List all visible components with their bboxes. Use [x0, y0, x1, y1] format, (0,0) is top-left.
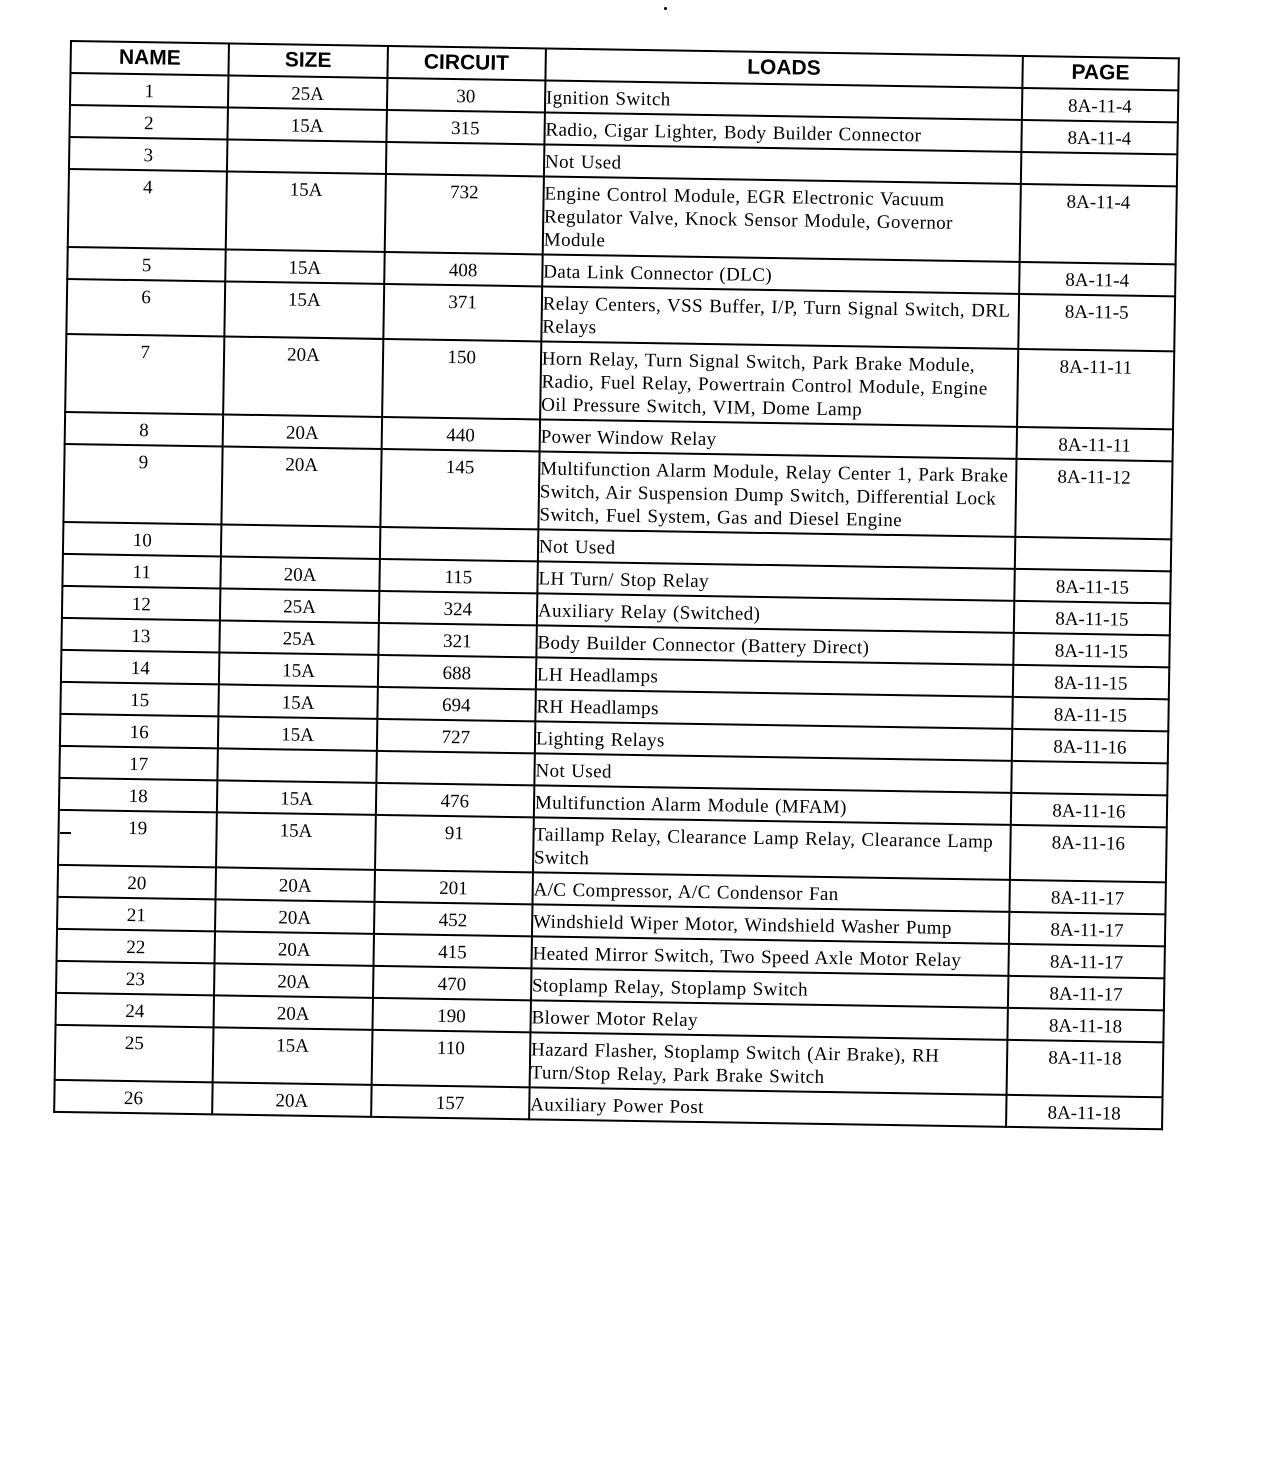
- cell-size: [218, 748, 377, 782]
- cell-size: 25A: [220, 620, 379, 654]
- cell-circuit: 452: [374, 902, 533, 936]
- cell-name: 11: [62, 554, 221, 588]
- cell-page: 8A-11-15: [1013, 633, 1170, 667]
- cell-circuit: 470: [373, 966, 532, 1000]
- cell-size: 15A: [225, 281, 384, 338]
- cell-size: 20A: [223, 336, 382, 416]
- cell-name: 16: [60, 714, 219, 748]
- cell-circuit: 688: [377, 655, 536, 689]
- cell-name: 2: [69, 105, 228, 139]
- cell-loads: Power Window Relay: [539, 419, 1016, 458]
- cell-name: 6: [66, 279, 225, 336]
- cell-circuit: 115: [379, 559, 538, 593]
- fuse-table-wrapper: [53, 40, 1180, 1130]
- cell-size: 15A: [226, 249, 385, 283]
- cell-name: 18: [59, 778, 218, 812]
- cell-circuit: 30: [387, 78, 546, 112]
- fuse-table: [53, 40, 1180, 1130]
- cell-name: 14: [61, 650, 220, 684]
- cell-page: 8A-11-16: [1012, 729, 1169, 763]
- cell-name: 7: [65, 334, 224, 414]
- cell-loads: Hazard Flasher, Stoplamp Switch (Air Brake), RH Turn/Stop Relay, Park Brake Switch: [529, 1032, 1007, 1094]
- cell-name: 25: [55, 1025, 214, 1082]
- cell-loads: Taillamp Relay, Clearance Lamp Relay, Clearance Lamp Switch: [533, 817, 1011, 879]
- cell-loads: Lighting Relays: [535, 721, 1012, 760]
- cell-circuit: 408: [384, 252, 543, 286]
- scan-speck: [664, 7, 667, 10]
- cell-loads: LH Turn/ Stop Relay: [537, 561, 1014, 600]
- cell-size: 20A: [214, 963, 373, 997]
- cell-circuit: 371: [383, 284, 542, 341]
- header-size: SIZE: [229, 44, 388, 78]
- cell-loads: A/C Compressor, A/C Condensor Fan: [532, 872, 1009, 911]
- cell-page: 8A-11-17: [1009, 912, 1166, 946]
- cell-size: 15A: [226, 171, 385, 251]
- cell-page: 8A-11-18: [1007, 1008, 1164, 1042]
- cell-circuit: [385, 142, 544, 176]
- cell-loads: Stoplamp Relay, Stoplamp Switch: [531, 968, 1008, 1007]
- cell-name: 21: [57, 897, 216, 931]
- cell-loads: Blower Motor Relay: [530, 1000, 1007, 1039]
- cell-name: 1: [70, 73, 229, 107]
- cell-name: 3: [69, 137, 228, 171]
- cell-page: 8A-11-17: [1008, 944, 1165, 978]
- table-body: [54, 73, 1178, 1129]
- cell-circuit: 727: [376, 719, 535, 753]
- cell-page: [1015, 537, 1172, 571]
- cell-name: 22: [57, 929, 216, 963]
- cell-size: 20A: [223, 414, 382, 448]
- cell-loads: Relay Centers, VSS Buffer, I/P, Turn Signal Switch, DRL Relays: [541, 286, 1019, 348]
- cell-name: 26: [54, 1080, 213, 1114]
- cell-name: 9: [63, 444, 222, 524]
- cell-name: 8: [65, 412, 224, 446]
- cell-page: [1011, 761, 1168, 795]
- cell-size: 15A: [219, 652, 378, 686]
- cell-size: 20A: [216, 867, 375, 901]
- header-loads: LOADS: [545, 48, 1022, 87]
- cell-size: 20A: [212, 1082, 371, 1116]
- cell-name: 19: [58, 810, 217, 867]
- cell-page: [1021, 152, 1178, 186]
- cell-page: 8A-11-4: [1021, 120, 1178, 154]
- cell-circuit: 694: [377, 687, 536, 721]
- cell-circuit: 150: [382, 339, 541, 419]
- cell-loads: Engine Control Module, EGR Electronic Vacuum Regulator Valve, Knock Sensor Module, Governor Module: [543, 176, 1021, 261]
- cell-loads: Windshield Wiper Motor, Windshield Washer Pump: [532, 904, 1009, 943]
- cell-loads: Not Used: [534, 753, 1011, 792]
- cell-page: 8A-11-15: [1014, 601, 1171, 635]
- cell-loads: LH Headlamps: [536, 657, 1013, 696]
- cell-loads: Auxiliary Relay (Switched): [537, 593, 1014, 632]
- cell-size: 20A: [214, 995, 373, 1029]
- cell-size: 20A: [215, 899, 374, 933]
- cell-loads: Ignition Switch: [545, 80, 1022, 119]
- cell-page: 8A-11-16: [1010, 825, 1167, 882]
- cell-size: 15A: [219, 684, 378, 718]
- cell-name: 24: [56, 993, 215, 1027]
- cell-loads: Not Used: [538, 529, 1015, 568]
- header-name: NAME: [70, 41, 229, 75]
- cell-page: 8A-11-18: [1006, 1095, 1163, 1129]
- cell-circuit: 157: [371, 1085, 530, 1119]
- cell-size: 15A: [218, 716, 377, 750]
- cell-circuit: 321: [378, 623, 537, 657]
- cell-size: 25A: [220, 588, 379, 622]
- cell-page: 8A-11-4: [1022, 88, 1179, 122]
- cell-loads: Heated Mirror Switch, Two Speed Axle Motor Relay: [531, 936, 1008, 975]
- cell-loads: RH Headlamps: [535, 689, 1012, 728]
- cell-name: 12: [62, 586, 221, 620]
- cell-page: 8A-11-18: [1006, 1040, 1163, 1097]
- cell-name: 15: [60, 682, 219, 716]
- cell-size: [227, 139, 386, 173]
- cell-size: 15A: [216, 812, 375, 869]
- cell-loads: Multifunction Alarm Module (MFAM): [534, 785, 1011, 824]
- cell-name: 13: [61, 618, 220, 652]
- cell-circuit: 732: [384, 174, 543, 254]
- cell-circuit: 315: [386, 110, 545, 144]
- header-page: PAGE: [1022, 56, 1179, 90]
- cell-page: 8A-11-16: [1011, 793, 1168, 827]
- cell-page: 8A-11-15: [1012, 697, 1169, 731]
- cell-loads: Auxiliary Power Post: [529, 1087, 1006, 1126]
- cell-size: 20A: [221, 556, 380, 590]
- header-circuit: CIRCUIT: [387, 46, 546, 80]
- cell-loads: Radio, Cigar Lighter, Body Builder Connector: [544, 112, 1021, 151]
- cell-loads: Body Builder Connector (Battery Direct): [536, 625, 1013, 664]
- cell-size: 15A: [213, 1027, 372, 1084]
- cell-circuit: 190: [372, 998, 531, 1032]
- cell-name: 5: [67, 247, 226, 281]
- cell-loads: Not Used: [544, 144, 1021, 183]
- cell-size: 15A: [217, 780, 376, 814]
- cell-name: 20: [58, 865, 217, 899]
- cell-page: 8A-11-17: [1008, 976, 1165, 1010]
- cell-circuit: 201: [374, 870, 533, 904]
- cell-circuit: 145: [380, 449, 539, 529]
- cell-page: 8A-11-4: [1019, 184, 1176, 264]
- cell-circuit: [376, 751, 535, 785]
- cell-name: 4: [68, 169, 227, 249]
- cell-page: 8A-11-4: [1019, 262, 1176, 296]
- cell-size: 25A: [228, 75, 387, 109]
- cell-size: 15A: [228, 107, 387, 141]
- cell-page: 8A-11-11: [1017, 349, 1174, 429]
- cell-page: 8A-11-12: [1015, 459, 1172, 539]
- cell-circuit: 476: [375, 783, 534, 817]
- cell-size: [221, 524, 380, 558]
- cell-page: 8A-11-5: [1018, 294, 1175, 351]
- cell-circuit: 110: [371, 1030, 530, 1087]
- cell-page: 8A-11-15: [1013, 665, 1170, 699]
- cell-page: 8A-11-11: [1016, 427, 1173, 461]
- cell-loads: Multifunction Alarm Module, Relay Center 1, Park Brake Switch, Air Suspension Dump Switch, Differential Lock Switch, Fuel System, Gas and Diesel Engine: [538, 451, 1016, 536]
- cell-circuit: [379, 527, 538, 561]
- cell-size: 20A: [222, 446, 381, 526]
- cell-page: 8A-11-15: [1014, 569, 1171, 603]
- cell-name: 17: [59, 746, 218, 780]
- cell-name: 23: [56, 961, 215, 995]
- cell-loads: Horn Relay, Turn Signal Switch, Park Brake Module, Radio, Fuel Relay, Powertrain Control Module, Engine Oil Pressure Switch, VIM, Dome Lamp: [540, 341, 1018, 426]
- cell-circuit: 415: [373, 934, 532, 968]
- cell-circuit: 91: [375, 815, 534, 872]
- cell-name: 10: [63, 522, 222, 556]
- cell-size: 20A: [215, 931, 374, 965]
- cell-circuit: 440: [381, 417, 540, 451]
- cell-page: 8A-11-17: [1009, 880, 1166, 914]
- cell-loads: Data Link Connector (DLC): [542, 254, 1019, 293]
- cell-circuit: 324: [378, 591, 537, 625]
